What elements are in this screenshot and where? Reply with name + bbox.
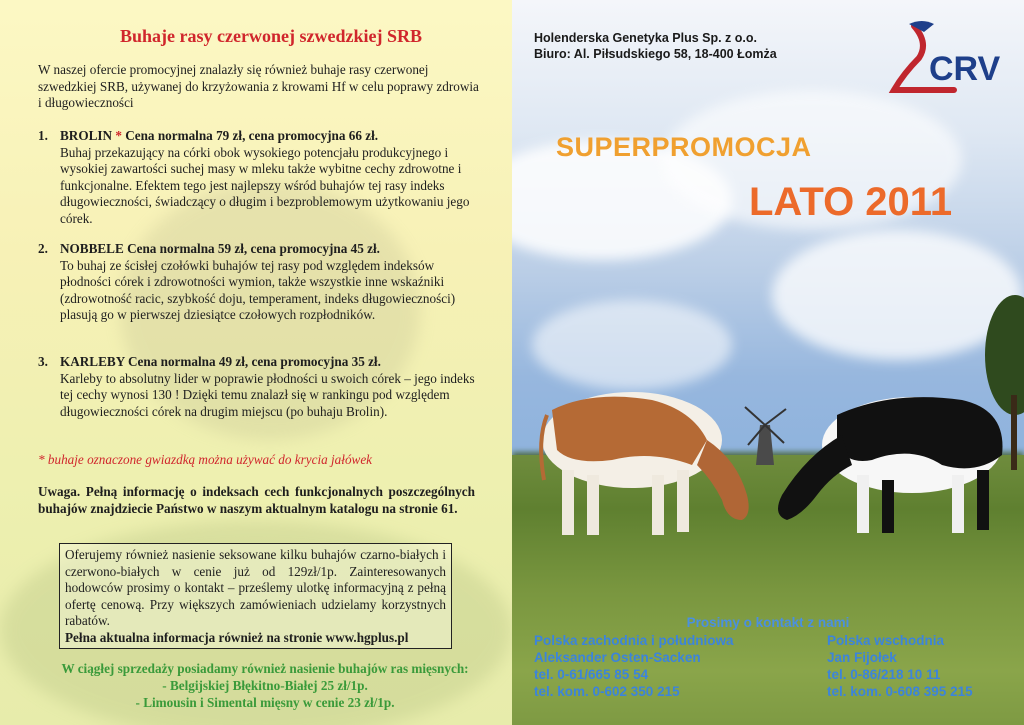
contact-phone[interactable]: tel. 0-61/665 85 54 <box>534 667 649 682</box>
black-white-cow-illustration <box>762 375 1012 535</box>
contact-heading: Prosimy o kontakt z nami <box>686 615 850 630</box>
bull-item <box>38 354 483 420</box>
bull-description: To buhaj ze ścisłej czołówki buhajów tej rasy pod względem indeksów płodności córek i zdrowotności wymion, także wszystkie inne wskaźniki (zdrowotność racic, szybkość doju, temperament, indeks długowieczności) plasują go w pierwszej dziesiątce czołowych rozpłodników. <box>60 257 456 322</box>
item-heading <box>38 241 483 258</box>
company-name: Holenderska Genetyka Plus Sp. z o.o. <box>534 31 757 45</box>
bull-description: Buhaj przekazujący na córki obok wysokiego potencjału produkcyjnego i wysokiej zawartości suchej masy w mleku także wybitne cechy zdrowotne i funkcjonalne. Efektem tego jest najlepszy wśród buhajów tej rasy indeks długowieczności, świadczący o długim i bezproblemowym użytkowaniu jego córek. <box>60 144 470 226</box>
item-number: 3. <box>38 354 48 369</box>
crv-logo <box>874 18 1004 98</box>
superpromocja-heading: SUPERPROMOCJA <box>556 132 812 162</box>
beef-breed-line: - Belgijskiej Błękitno-Białej 25 zł/1p. <box>162 678 368 693</box>
bull-description: Karleby to absolutny lider w poprawie płodności u swoich córek – jego indeks tej cechy wynosi 130 ! Dzięki temu znalazł się w rankingu pod względem długowieczności córek na drugim miejscu (po buhaju Brolin). <box>60 370 475 419</box>
page-title: Buhaje rasy czerwonej szwedzkiej SRB <box>120 26 422 46</box>
bull-name: KARLEBY <box>60 354 125 369</box>
contact-mobile[interactable]: tel. kom. 0-608 395 215 <box>827 684 973 699</box>
website-link[interactable]: Pełna aktualna informacja również na stronie www.hgplus.pl <box>65 629 409 645</box>
company-info <box>534 30 864 62</box>
item-heading <box>38 128 483 145</box>
contact-region: Polska wschodnia <box>827 633 945 648</box>
item-heading <box>38 354 483 371</box>
beef-breed-line: - Limousin i Simental mięsny w cenie 23 zł/1p. <box>135 695 395 710</box>
bull-price: Cena normalna 79 zł, cena promocyjna 66 zł. <box>125 128 379 143</box>
bull-name: BROLIN <box>60 128 113 143</box>
sexed-semen-box <box>59 543 452 649</box>
beef-breeds-heading: W ciągłej sprzedaży posiadamy również nasienie buhajów ras mięsnych: <box>61 661 469 676</box>
bull-item <box>38 128 483 227</box>
contact-east <box>827 632 1022 700</box>
contact-mobile[interactable]: tel. kom. 0-602 350 215 <box>534 684 680 699</box>
red-white-cow-illustration <box>532 370 782 540</box>
footnote: * buhaje oznaczone gwiazdką można używać do krycia jałówek <box>38 452 373 467</box>
bull-price: Cena normalna 49 zł, cena promocyjna 35 zł. <box>128 354 381 369</box>
contact-person: Jan Fijołek <box>827 650 897 665</box>
contact-west <box>534 632 804 700</box>
right-panel <box>512 0 1024 725</box>
crv-logo-text: CRV <box>929 50 1001 88</box>
star-marker: * <box>115 128 122 143</box>
bull-price: Cena normalna 59 zł, cena promocyjna 45 zł. <box>127 241 380 256</box>
contact-region: Polska zachodnia i południowa <box>534 633 734 648</box>
item-number: 2. <box>38 241 48 256</box>
contact-phone[interactable]: tel. 0-86/218 10 11 <box>827 667 941 682</box>
note-text: Uwaga. Pełną informację o indeksach cech funkcjonalnych poszczególnych buhajów znajdziecie Państwo w naszym aktualnym katalogu na stronie 61. <box>38 484 475 516</box>
box-text: Oferujemy również nasienie seksowane kilku buhajów czarno-białych i czerwono-białych w cenie już od 129zł/1p. Zainteresowanych hodowców prosimy o kontakt – prześlemy ulotkę informacyjną z pełną ofertę cenową. Przy większych zamówieniach udzielamy korzystnych rabatów. <box>65 547 446 628</box>
intro-text: W naszej ofercie promocyjnej znalazły się również buhaje rasy czerwonej szwedzkiej SRB, używanej do krzyżowania z krowami Hf w celu poprawy zdrowia i długowieczności <box>38 62 479 110</box>
contact-person: Aleksander Osten-Sacken <box>534 650 701 665</box>
company-address: Biuro: Al. Piłsudskiego 58, 18-400 Łomża <box>534 47 777 61</box>
bull-name: NOBBELE <box>60 241 124 256</box>
item-number: 1. <box>38 128 48 143</box>
bull-item <box>38 241 483 324</box>
lato-heading: LATO 2011 <box>749 180 953 224</box>
